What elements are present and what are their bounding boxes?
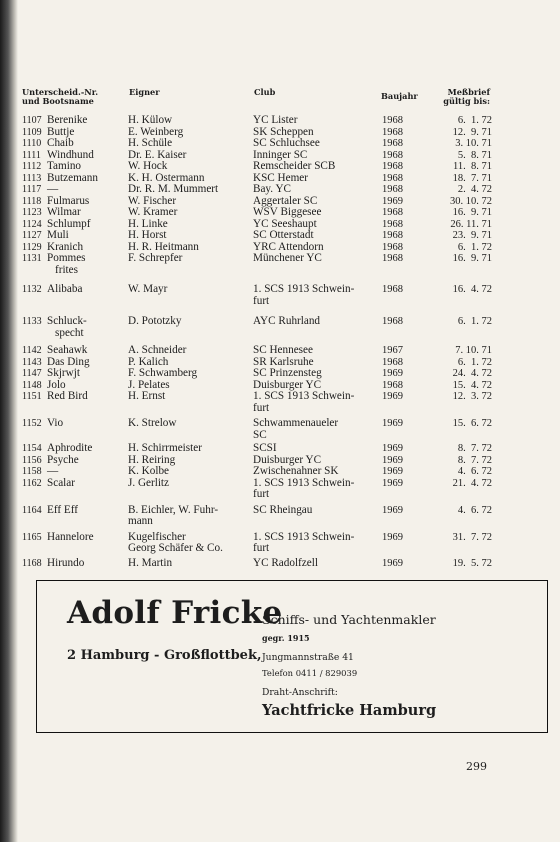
boat-name-line: Hannelore	[47, 530, 94, 543]
boat-name-line: Butzemann	[47, 171, 98, 184]
club	[253, 368, 383, 380]
build-year: 1969	[382, 195, 403, 207]
owner-line: P. Kalich	[128, 355, 169, 368]
sail-number: 1124	[22, 218, 42, 230]
ad-company-name: Adolf Fricke	[67, 595, 283, 631]
sail-number: 1132	[22, 284, 42, 295]
certificate-expiry: 16. 9. 71	[452, 253, 492, 264]
table-row	[22, 418, 550, 441]
club-line: SC Hennesee	[253, 344, 313, 356]
club-line: WSV Biggesee	[253, 206, 322, 218]
ad-telegram-address: Yachtfricke Hamburg	[262, 702, 437, 719]
build-year: 1969	[382, 454, 403, 466]
club-line: Inninger SC	[253, 148, 308, 161]
boat-name-line: Chaib	[47, 137, 74, 149]
build-year: 1969	[382, 504, 403, 516]
header-messbrief: Meßbrief gültig bis:	[443, 87, 490, 106]
boat-name	[47, 161, 127, 173]
boat-name	[47, 558, 127, 570]
club-line: SCSI	[253, 442, 277, 454]
club-line: SK Scheppen	[253, 125, 314, 138]
build-year: 1967	[382, 345, 403, 356]
certificate-expiry: 6. 1. 72	[455, 316, 492, 327]
club	[253, 505, 383, 517]
boat-name	[47, 455, 127, 467]
certificate-expiry: 15. 4. 72	[452, 379, 492, 391]
build-year: 1969	[382, 531, 403, 543]
table-row	[22, 532, 550, 555]
owner	[128, 284, 254, 296]
sail-number: 1129	[22, 241, 42, 253]
owner	[128, 115, 254, 127]
sail-number: 1164	[22, 504, 42, 516]
build-year: 1969	[382, 477, 403, 489]
table-row	[22, 505, 550, 528]
sail-number: 1109	[22, 126, 42, 138]
certificate-expiry: 7. 10. 71	[452, 345, 492, 356]
certificate-expiry: 24. 4. 72	[452, 368, 492, 379]
build-year: 1969	[382, 466, 403, 477]
club-line: furt	[253, 401, 270, 414]
boat-name-line: Kranich	[47, 240, 84, 253]
owner-line: B. Eichler, W. Fuhr-	[128, 503, 219, 516]
header-eigner: Eigner	[129, 87, 160, 97]
table-row	[22, 184, 550, 196]
club-line: KSC Hemer	[253, 171, 308, 184]
ad-city: 2 Hamburg - Großflottbek,	[67, 648, 262, 663]
sail-number: 1113	[22, 172, 42, 184]
certificate-expiry: 30. 10. 72	[450, 195, 492, 207]
owner-line: W. Mayr	[128, 283, 168, 295]
certificate-expiry: 15. 6. 72	[452, 418, 492, 429]
owner-line: H. Linke	[128, 217, 168, 230]
certificate-expiry: 18. 7. 71	[452, 172, 492, 184]
boat-name-line: Eff Eff	[47, 503, 78, 516]
boat-name	[47, 443, 127, 455]
club	[253, 184, 383, 196]
owner-line: W. Fischer	[128, 194, 177, 207]
boat-name	[47, 138, 127, 150]
certificate-expiry: 8. 7. 72	[455, 454, 492, 466]
sail-number: 1133	[22, 316, 42, 327]
build-year: 1968	[382, 115, 403, 126]
sail-number: 1165	[22, 531, 42, 543]
boat-name-line: Aphrodite	[47, 442, 93, 454]
boat-name	[47, 345, 127, 357]
certificate-expiry: 6. 1. 72	[455, 115, 492, 126]
certificate-expiry: 4. 6. 72	[455, 504, 492, 516]
sail-number: 1158	[22, 466, 42, 477]
club-line: 1. SCS 1913 Schwein-	[253, 530, 355, 543]
club-line: 1. SCS 1913 Schwein-	[253, 390, 355, 402]
sail-number: 1142	[22, 345, 42, 356]
table-row	[22, 161, 550, 173]
certificate-expiry: 8. 7. 72	[455, 443, 492, 454]
boat-name	[47, 505, 127, 517]
build-year: 1968	[382, 316, 403, 327]
boat-name-line: Psyche	[47, 453, 79, 466]
boat-name-line: Skjrwjt	[47, 367, 80, 379]
build-year: 1968	[382, 253, 403, 264]
boat-name-line: Windhund	[47, 148, 94, 161]
boat-name	[47, 173, 127, 185]
owner-line: D. Pototzky	[128, 315, 182, 327]
sail-number: 1162	[22, 477, 42, 489]
certificate-expiry: 23. 9. 71	[452, 230, 492, 241]
advertisement	[36, 580, 548, 733]
certificate-expiry: 5. 8. 71	[455, 149, 492, 161]
club	[253, 230, 383, 242]
boat-name	[47, 207, 127, 219]
build-year: 1968	[382, 172, 403, 184]
club	[253, 161, 383, 173]
owner-line: H. R. Heitmann	[128, 240, 199, 253]
owner-line: Dr. R. M. Mummert	[128, 183, 219, 195]
club-line: YC Lister	[253, 114, 298, 126]
boat-name-line: Jolo	[47, 378, 66, 391]
club-line: 1. SCS 1913 Schwein-	[253, 283, 355, 295]
owner-line: H. Schirrmeister	[128, 442, 202, 454]
boat-name-line: Das Ding	[47, 355, 90, 368]
sail-number: 1131	[22, 253, 42, 264]
boat-name-line: Berenike	[47, 114, 88, 126]
build-year: 1968	[382, 207, 403, 218]
boat-name	[47, 253, 127, 276]
club-line: AYC Ruhrland	[253, 315, 321, 327]
sail-number: 1168	[22, 557, 42, 569]
boat-name-line: frites	[55, 263, 78, 276]
build-year: 1969	[382, 418, 403, 429]
boat-name-line: Schluck-	[47, 315, 87, 327]
owner-line: H. Ernst	[128, 390, 166, 402]
boat-name-line: Fulmarus	[47, 194, 90, 207]
club-line: Schwammenaueler	[253, 417, 339, 429]
club-line: SC Rheingau	[253, 503, 313, 516]
build-year: 1969	[382, 557, 403, 569]
sail-number: 1156	[22, 454, 42, 466]
club	[253, 418, 383, 441]
club	[253, 115, 383, 127]
club-line: furt	[253, 488, 270, 500]
certificate-expiry: 6. 1. 72	[455, 356, 492, 368]
table-row	[22, 391, 550, 414]
club-line: YC Radolfzell	[253, 556, 318, 569]
club	[253, 478, 383, 501]
owner	[128, 316, 254, 328]
boat-name-line: Hirundo	[47, 556, 85, 569]
ad-street: Jungmannstraße 41	[262, 652, 354, 663]
table-row	[22, 558, 550, 570]
club	[253, 443, 383, 455]
club	[253, 207, 383, 219]
boat-name-line: Scalar	[47, 476, 75, 489]
boat-name	[47, 391, 127, 403]
boat-name-line: Tamino	[47, 160, 82, 172]
boat-name-line: —	[47, 465, 59, 477]
owner-line: J. Pelates	[128, 378, 170, 391]
build-year: 1969	[382, 443, 403, 454]
owner-line: H. Schüle	[128, 137, 173, 149]
boat-name-line: Seahawk	[47, 344, 88, 356]
build-year: 1968	[382, 284, 403, 295]
certificate-expiry: 6. 1. 72	[455, 241, 492, 253]
build-year: 1968	[382, 356, 403, 368]
club-line: Duisburger YC	[253, 378, 322, 391]
owner	[128, 532, 254, 555]
club	[253, 532, 383, 555]
club-line: Bay. YC	[253, 183, 292, 195]
boat-name	[47, 418, 127, 430]
page	[22, 0, 550, 842]
owner-line: H. Reiring	[128, 453, 176, 466]
owner-line: W. Hock	[128, 160, 168, 172]
build-year: 1968	[382, 149, 403, 161]
club-line: 1. SCS 1913 Schwein-	[253, 476, 355, 489]
certificate-expiry: 26. 11. 71	[450, 218, 492, 230]
owner-line: H. Martin	[128, 556, 173, 569]
certificate-expiry: 19. 5. 72	[452, 557, 492, 569]
club	[253, 284, 383, 307]
boat-name-line: Wilmar	[47, 206, 81, 218]
table-row	[22, 443, 550, 455]
boat-name-line: Pommes	[47, 252, 86, 264]
boat-name-line: Buttje	[47, 125, 75, 138]
club-line: Zwischenahner SK	[253, 465, 339, 477]
table-row	[22, 368, 550, 380]
boat-name	[47, 230, 127, 242]
owner	[128, 138, 254, 150]
owner	[128, 207, 254, 219]
club-line: Remscheider SCB	[253, 160, 336, 172]
table-row	[22, 345, 550, 357]
build-year: 1968	[382, 379, 403, 391]
sail-number: 1107	[22, 115, 42, 126]
boat-name	[47, 316, 127, 339]
header-club: Club	[254, 87, 276, 97]
table-row	[22, 316, 550, 339]
header-baujahr: Baujahr	[381, 91, 418, 101]
owner-line: K. H. Ostermann	[128, 171, 205, 184]
sail-number: 1110	[22, 138, 42, 149]
club	[253, 391, 383, 414]
club-line: furt	[253, 542, 270, 554]
boat-name	[47, 284, 127, 296]
sail-number: 1127	[22, 230, 42, 241]
certificate-expiry: 16. 4. 72	[452, 284, 492, 295]
boat-name-line: Vio	[47, 417, 64, 429]
club-line: Duisburger YC	[253, 453, 322, 466]
owner	[128, 391, 254, 403]
owner	[128, 466, 254, 478]
club-line: SC Otterstadt	[253, 229, 314, 241]
page-number: 299	[466, 760, 487, 773]
boat-name	[47, 115, 127, 127]
owner	[128, 345, 254, 357]
ad-founded: gegr. 1915	[262, 633, 310, 643]
build-year: 1968	[382, 138, 403, 149]
owner	[128, 161, 254, 173]
owner-line: Dr. E. Kaiser	[128, 148, 187, 161]
sail-number: 1118	[22, 195, 42, 207]
certificate-expiry: 12. 3. 72	[452, 391, 492, 402]
owner-line: K. Kolbe	[128, 465, 170, 477]
club	[253, 466, 383, 478]
sail-number: 1154	[22, 443, 42, 454]
club-line: SC Prinzensteg	[253, 367, 322, 379]
sail-number: 1123	[22, 207, 42, 218]
club-line: Aggertaler SC	[253, 194, 318, 207]
owner	[128, 184, 254, 196]
club	[253, 316, 383, 328]
certificate-expiry: 2. 4. 72	[455, 184, 492, 195]
owner	[128, 253, 254, 265]
ad-telegram-label: Draht-Anschrift:	[262, 687, 338, 698]
club-line: SC Schluchsee	[253, 137, 320, 149]
boat-name	[47, 368, 127, 380]
sail-number: 1111	[22, 149, 41, 161]
certificate-expiry: 3. 10. 71	[452, 138, 492, 149]
header-nr-name: Unterscheid.-Nr. und Bootsname	[22, 87, 99, 106]
owner-line: H. Horst	[128, 229, 167, 241]
owner	[128, 505, 254, 528]
club	[253, 558, 383, 570]
owner-line: F. Schwamberg	[128, 367, 198, 379]
boat-name	[47, 466, 127, 478]
ad-phone: Telefon 0411 / 829039	[262, 668, 358, 678]
owner	[128, 558, 254, 570]
certificate-expiry: 4. 6. 72	[455, 466, 492, 477]
build-year: 1968	[382, 126, 403, 138]
sail-number: 1112	[22, 161, 42, 172]
boat-name-line: Schlumpf	[47, 217, 91, 230]
table-row	[22, 284, 550, 307]
sail-number: 1152	[22, 418, 42, 429]
club	[253, 345, 383, 357]
owner-line: Georg Schäfer & Co.	[128, 542, 223, 554]
club-line: SR Karlsruhe	[253, 355, 314, 368]
owner	[128, 418, 254, 430]
sail-number: 1151	[22, 391, 42, 402]
boat-name	[47, 184, 127, 196]
club-line: YC Seeshaupt	[253, 217, 317, 230]
club-line: YRC Attendorn	[253, 240, 324, 253]
boat-register-table	[22, 115, 550, 569]
boat-name-line: Red Bird	[47, 390, 88, 402]
club	[253, 138, 383, 150]
owner-line: W. Kramer	[128, 206, 178, 218]
owner	[128, 230, 254, 242]
sail-number: 1117	[22, 184, 42, 195]
table-row	[22, 230, 550, 242]
build-year: 1968	[382, 218, 403, 230]
boat-name-line: Alibaba	[47, 283, 83, 295]
build-year: 1968	[382, 241, 403, 253]
certificate-expiry: 21. 4. 72	[452, 477, 492, 489]
boat-name-line: —	[47, 183, 59, 195]
build-year: 1968	[382, 161, 403, 172]
certificate-expiry: 31. 7. 72	[452, 531, 492, 543]
book-gutter-shadow	[0, 0, 18, 842]
owner-line: E. Weinberg	[128, 125, 184, 138]
build-year: 1968	[382, 230, 403, 241]
owner-line: J. Gerlitz	[128, 476, 170, 489]
build-year: 1969	[382, 368, 403, 379]
club	[253, 253, 383, 265]
table-row	[22, 207, 550, 219]
table-row	[22, 115, 550, 127]
boat-name-line: specht	[55, 326, 84, 339]
table-row	[22, 253, 550, 276]
owner	[128, 478, 254, 490]
owner-line: K. Strelow	[128, 417, 177, 429]
sail-number: 1143	[22, 356, 42, 368]
owner-line: A. Schneider	[128, 344, 187, 356]
table-row	[22, 466, 550, 478]
boat-name	[47, 532, 127, 544]
table-row	[22, 138, 550, 150]
boat-name	[47, 478, 127, 490]
build-year: 1968	[382, 184, 403, 195]
owner	[128, 368, 254, 380]
ad-trade: Schiffs- und Yachtenmakler	[262, 612, 436, 627]
owner-line: Kugelfischer	[128, 530, 186, 543]
sail-number: 1147	[22, 368, 42, 379]
owner	[128, 443, 254, 455]
club-line: Münchener YC	[253, 252, 322, 264]
certificate-expiry: 12. 9. 71	[452, 126, 492, 138]
club-line: furt	[253, 294, 270, 307]
table-row	[22, 478, 550, 501]
build-year: 1969	[382, 391, 403, 402]
boat-name-line: Muli	[47, 229, 69, 241]
owner-line: F. Schrepfer	[128, 252, 183, 264]
owner-line: H. Külow	[128, 114, 173, 126]
owner-line: mann	[128, 515, 153, 527]
certificate-expiry: 11. 8. 71	[453, 161, 492, 172]
club-line: SC	[253, 428, 267, 441]
certificate-expiry: 16. 9. 71	[452, 207, 492, 218]
sail-number: 1148	[22, 379, 42, 391]
